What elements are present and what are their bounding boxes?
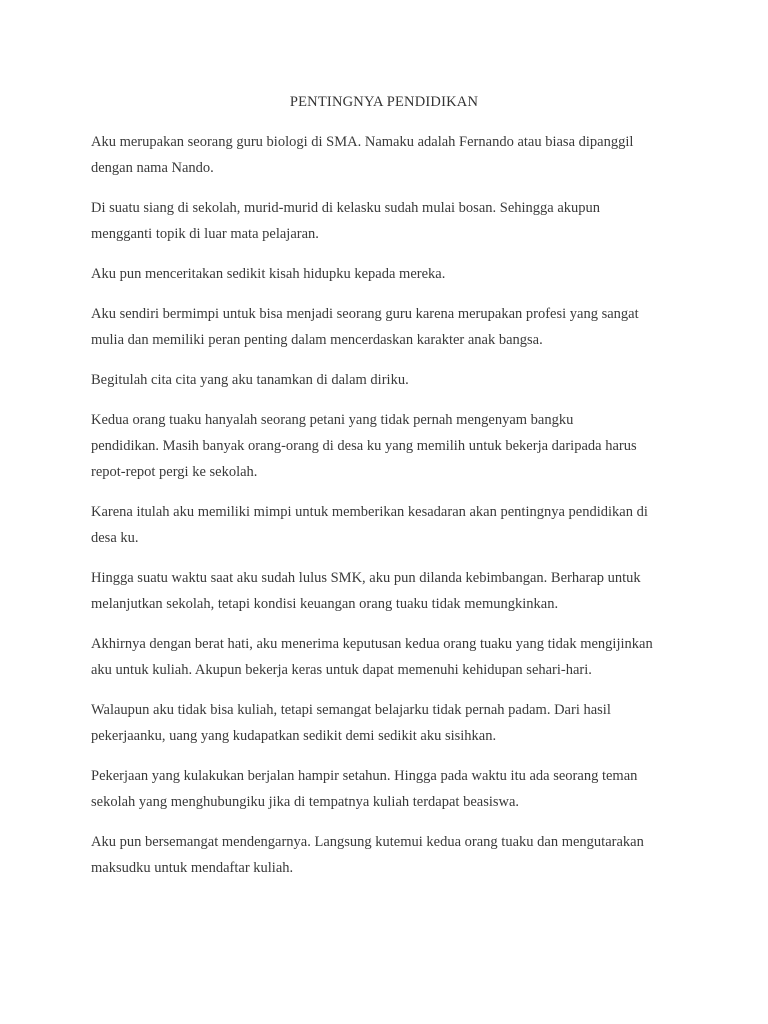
paragraph <box>91 829 691 881</box>
text-line: Di suatu siang di sekolah, murid-murid di kelasku sudah mulai bosan. Sehingga akupun <box>91 200 601 216</box>
text-line: Aku merupakan seorang guru biologi di SMA. Namaku adalah Fernando atau biasa dipanggil <box>91 134 634 150</box>
paragraph <box>91 261 691 287</box>
text-line: melanjutkan sekolah, tetapi kondisi keuangan orang tuaku tidak memungkinkan. <box>91 596 559 612</box>
text-line: Aku sendiri bermimpi untuk bisa menjadi seorang guru karena merupakan profesi yang sangat <box>91 306 639 322</box>
text-line: pendidikan. Masih banyak orang-orang di desa ku yang memilih untuk bekerja daripada harus <box>91 438 637 454</box>
text-line: Begitulah cita cita yang aku tanamkan di dalam diriku. <box>91 372 409 388</box>
paragraph <box>91 367 691 393</box>
paragraph <box>91 129 691 181</box>
paragraph <box>91 631 691 683</box>
text-line: Aku pun menceritakan sedikit kisah hidupku kepada mereka. <box>91 266 446 282</box>
text-line: Akhirnya dengan berat hati, aku menerima keputusan kedua orang tuaku yang tidak mengijinkan <box>91 636 653 652</box>
text-line: Aku pun bersemangat mendengarnya. Langsung kutemui kedua orang tuaku dan mengutarakan <box>91 834 644 850</box>
text-line: aku untuk kuliah. Akupun bekerja keras untuk dapat memenuhi kehidupan sehari-hari. <box>91 662 592 678</box>
document-body <box>91 129 691 895</box>
text-line: desa ku. <box>91 530 139 546</box>
text-line: repot-repot pergi ke sekolah. <box>91 464 258 480</box>
text-line: sekolah yang menghubungiku jika di tempatnya kuliah terdapat beasiswa. <box>91 794 520 810</box>
text-line: Karena itulah aku memiliki mimpi untuk memberikan kesadaran akan pentingnya pendidikan di <box>91 504 648 520</box>
paragraph <box>91 301 691 353</box>
paragraph <box>91 565 691 617</box>
paragraph <box>91 763 691 815</box>
document-title: PENTINGNYA PENDIDIKAN <box>289 94 479 110</box>
text-line: mulia dan memiliki peran penting dalam mencerdaskan karakter anak bangsa. <box>91 332 543 348</box>
paragraph <box>91 407 691 485</box>
text-line: Kedua orang tuaku hanyalah seorang petani yang tidak pernah mengenyam bangku <box>91 412 574 428</box>
text-line: Walaupun aku tidak bisa kuliah, tetapi semangat belajarku tidak pernah padam. Dari hasil <box>91 702 611 718</box>
text-line: Pekerjaan yang kulakukan berjalan hampir setahun. Hingga pada waktu itu ada seorang teman <box>91 768 638 784</box>
text-line: pekerjaanku, uang yang kudapatkan sedikit demi sedikit aku sisihkan. <box>91 728 497 744</box>
text-line: dengan nama Nando. <box>91 160 214 176</box>
paragraph <box>91 499 691 551</box>
text-line: Hingga suatu waktu saat aku sudah lulus SMK, aku pun dilanda kebimbangan. Berharap untuk <box>91 570 641 586</box>
paragraph <box>91 195 691 247</box>
text-line: maksudku untuk mendaftar kuliah. <box>91 860 294 876</box>
text-line: mengganti topik di luar mata pelajaran. <box>91 226 319 242</box>
paragraph <box>91 697 691 749</box>
